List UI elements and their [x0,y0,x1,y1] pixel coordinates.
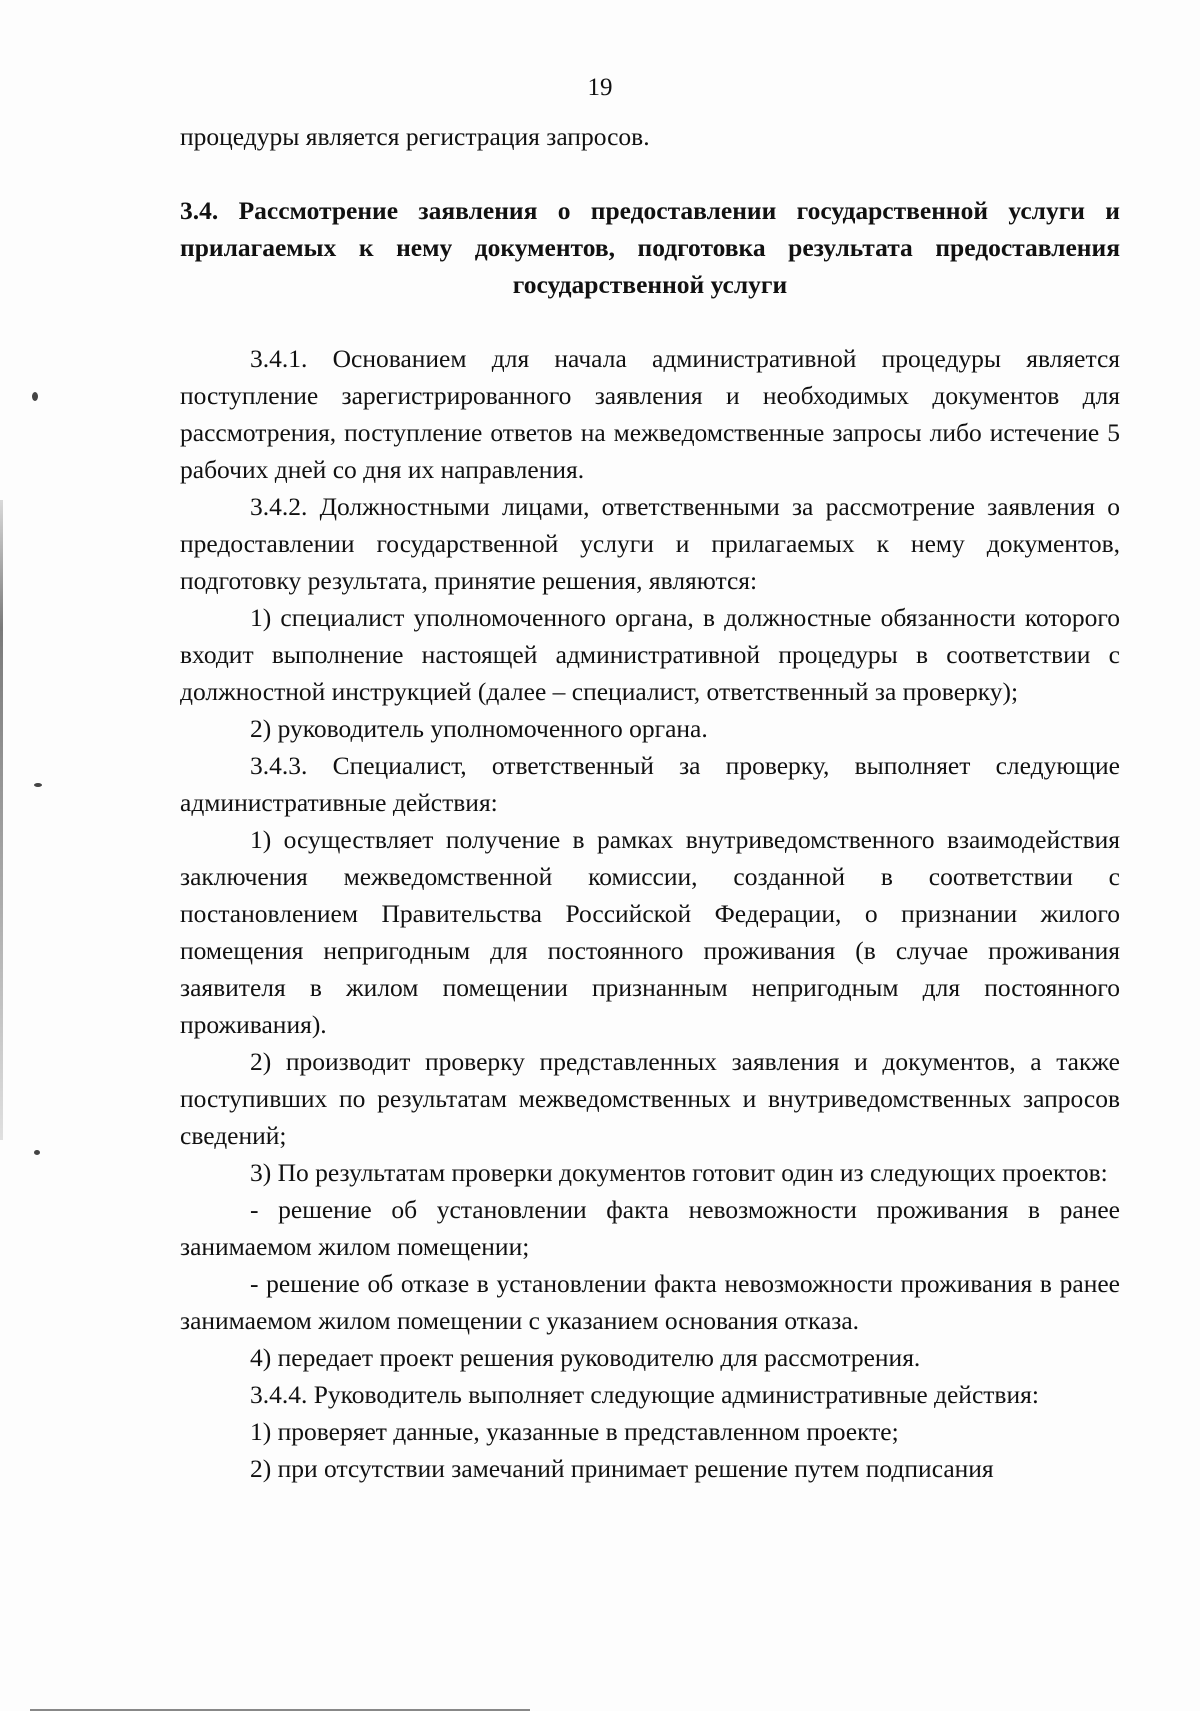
scan-edge-shadow [0,500,3,1140]
paragraph-3-4-3: 3.4.3. Специалист, ответственный за проверку, выполняет следующие административные действия: [180,751,1120,817]
continued-text-line: процедуры является регистрация запросов. [180,122,650,151]
section-heading [180,192,1120,303]
scan-speck [34,1150,40,1155]
scan-speck [32,392,38,401]
scan-speck [34,783,42,787]
paragraph-3-4-2: 3.4.2. Должностными лицами, ответственными за рассмотрение заявления о предоставлении государственной услуги и прилагаемых к нему документов, подготовку результата, принятие решения, являются: [180,492,1120,595]
section-heading-line: 3.4. Рассмотрение заявления о предоставлении государственной услуги и [180,196,1120,225]
action-item-3: 3) По результатам проверки документов готовит один из следующих проектов: [250,1158,1108,1187]
list-item-specialist: 1) специалист уполномоченного органа, в должностные обязанности которого входит выполнение настоящей административной процедуры в соответствии с должностной инструкцией (далее – специалист, ответственный за проверку); [180,603,1120,706]
action-item-1: 1) осуществляет получение в рамках внутриведомственного взаимодействия заключения межведомственной комиссии, созданной в соответствии с постановлением Правительства Российской Федерации, о признании жилого помещения непригодным для постоянного проживания (в случае проживания заявителя в жилом помещении признанным непригодным для постоянного проживания). [180,825,1120,1039]
section-heading-line: прилагаемых к нему документов, подготовка результата предоставления [180,233,1120,262]
head-action-item-1: 1) проверяет данные, указанные в представленном проекте; [250,1417,899,1446]
page-number: 19 [587,74,613,101]
draft-decision-option-2: - решение об отказе в установлении факта невозможности проживания в ранее занимаемом жилом помещении с указанием основания отказа. [180,1269,1120,1335]
paragraph-3-4-1: 3.4.1. Основанием для начала административной процедуры является поступление зарегистрированного заявления и необходимых документов для рассмотрения, поступление ответов на межведомственные запросы либо истечение 5 рабочих дней со дня их направления. [180,344,1120,484]
head-action-item-2: 2) при отсутствии замечаний принимает решение путем подписания [250,1454,994,1483]
section-heading-line: государственной услуги [512,270,788,299]
action-item-4: 4) передает проект решения руководителю для рассмотрения. [250,1343,921,1372]
list-item-head: 2) руководитель уполномоченного органа. [250,714,708,743]
paragraph-3-4-4: 3.4.4. Руководитель выполняет следующие административные действия: [250,1380,1039,1409]
draft-decision-option-1: - решение об установлении факта невозможности проживания в ранее занимаемом жилом помещении; [180,1195,1120,1261]
action-item-2: 2) производит проверку представленных заявления и документов, а также поступивших по результатам межведомственных и внутриведомственных запросов сведений; [180,1047,1120,1150]
document-body [180,118,1120,1487]
